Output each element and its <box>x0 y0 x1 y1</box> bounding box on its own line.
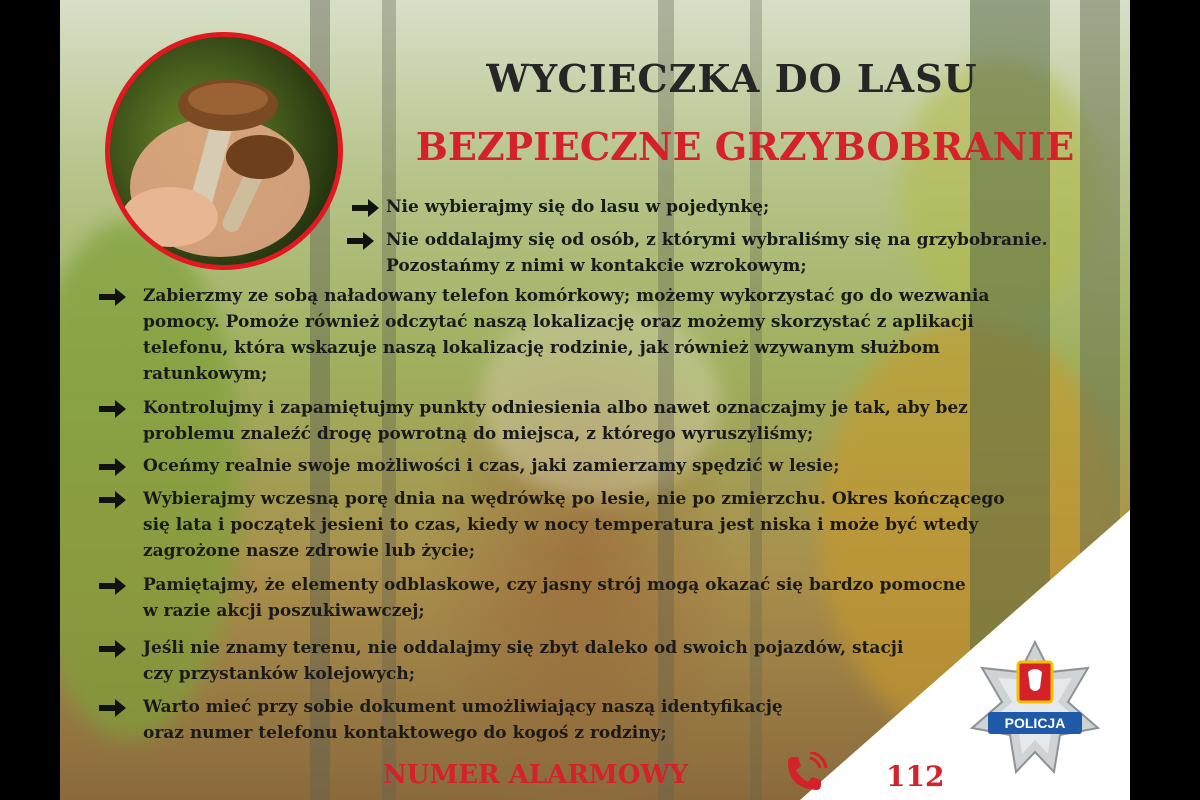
tip-line: czy przystanków kolejowych; <box>143 664 416 684</box>
arrow-right-icon <box>350 198 380 218</box>
arrow-right-icon <box>97 576 127 596</box>
alarm-number: 112 <box>886 760 945 793</box>
tip-item <box>386 227 1048 279</box>
tip-line: telefonu, która wskazuje naszą lokalizację rodzinie, jak również wzywanym służbom <box>143 338 940 358</box>
tip-item <box>143 395 968 447</box>
phone-ringing-icon <box>782 752 828 792</box>
tip-line: Nie oddalajmy się od osób, z którymi wybraliśmy się na grzybobranie. <box>386 230 1048 250</box>
tip-line: Oceńmy realnie swoje możliwości i czas, jaki zamierzamy spędzić w lesie; <box>143 456 840 476</box>
arrow-right-icon <box>97 698 127 718</box>
tip-line: Warto mieć przy sobie dokument umożliwiający naszą identyfikację <box>143 697 783 717</box>
poster-subtitle: BEZPIECZNE GRZYBOBRANIE <box>415 124 1075 169</box>
tip-line: Wybierajmy wczesną porę dnia na wędrówkę po lesie, nie po zmierzchu. Okres kończącego <box>143 489 1005 509</box>
tip-line: pomocy. Pomoże również odczytać naszą lokalizację oraz możemy skorzystać z aplikacji <box>143 312 974 332</box>
tip-line: oraz numer telefonu kontaktowego do kogoś z rodziny; <box>143 723 667 743</box>
tip-item <box>143 635 903 687</box>
tip-line: Pamiętajmy, że elementy odblaskowe, czy jasny strój mogą okazać się bardzo pomocne <box>143 575 966 595</box>
tip-line: Pozostańmy z nimi w kontakcie wzrokowym; <box>386 256 807 276</box>
mushroom-photo <box>105 32 343 270</box>
poster-title: WYCIECZKA DO LASU <box>486 56 978 101</box>
tip-line: w razie akcji poszukiwawczej; <box>143 601 425 621</box>
police-star-badge-icon <box>970 640 1100 780</box>
arrow-right-icon <box>97 287 127 307</box>
tip-item <box>143 283 989 387</box>
tip-line: się lata i początek jesieni to czas, kiedy w nocy temperatura jest niska i może być wtedy <box>143 515 979 535</box>
arrow-right-icon <box>97 490 127 510</box>
poster <box>60 0 1130 800</box>
tip-line: Kontrolujmy i zapamiętujmy punkty odniesienia albo nawet oznaczajmy je tak, aby bez <box>143 398 968 418</box>
arrow-right-icon <box>97 457 127 477</box>
tip-line: problemu znaleźć drogę powrotną do miejsca, z którego wyruszyliśmy; <box>143 424 814 444</box>
tip-line: Nie wybierajmy się do lasu w pojedynkę; <box>386 197 770 217</box>
tip-line: ratunkowym; <box>143 364 268 384</box>
arrow-right-icon <box>97 639 127 659</box>
badge-label: POLICJA <box>1004 715 1066 731</box>
tip-item <box>143 694 783 746</box>
tip-item <box>143 453 839 479</box>
tip-item <box>386 194 769 220</box>
tip-line: zagrożone nasze zdrowie lub życie; <box>143 541 475 561</box>
tip-line: Zabierzmy ze sobą naładowany telefon komórkowy; możemy wykorzystać go do wezwania <box>143 286 990 306</box>
alarm-label: NUMER ALARMOWY <box>383 760 689 790</box>
tip-line: Jeśli nie znamy terenu, nie oddalajmy się zbyt daleko od swoich pojazdów, stacji <box>143 638 904 658</box>
arrow-right-icon <box>97 399 127 419</box>
arrow-right-icon <box>345 231 375 251</box>
